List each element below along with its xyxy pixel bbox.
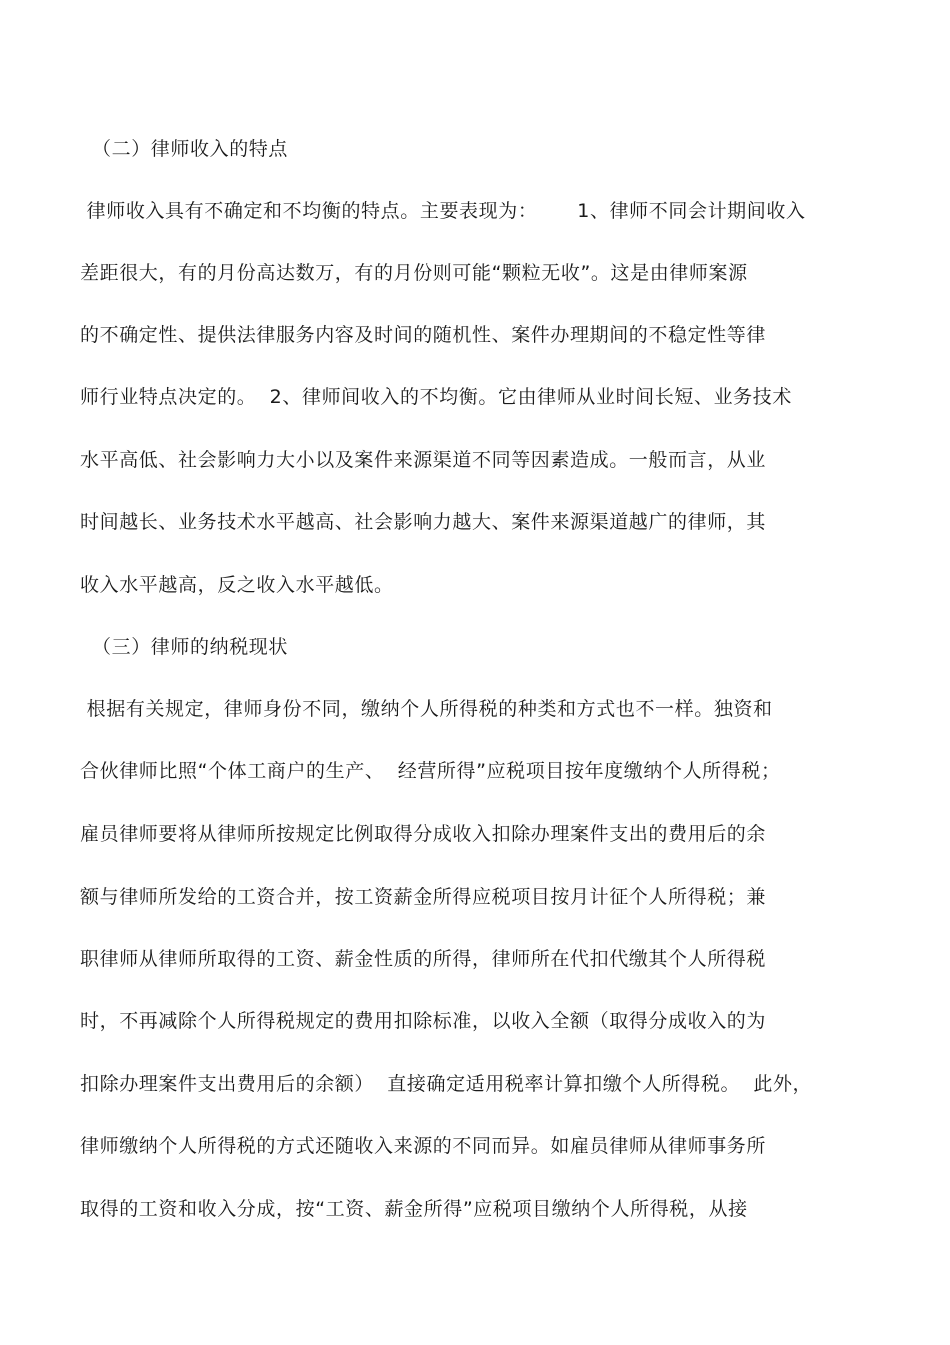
section-heading-2: （二）律师收入的特点 [92, 138, 289, 160]
paragraph-line-13: 职律师从律师所取得的工资、薪金性质的所得，律师所在代扣代缴其个人所得税 [80, 948, 767, 970]
paragraph-line-15: 扣除办理案件支出费用后的余额） 直接确定适用税率计算扣缴个人所得税。 此外， [80, 1073, 813, 1095]
paragraph-line-3: 的不确定性、提供法律服务内容及时间的随机性、案件办理期间的不稳定性等律 [80, 324, 767, 346]
paragraph-line-11: 雇员律师要将从律师所按规定比例取得分成收入扣除办理案件支出的费用后的余 [80, 823, 767, 845]
paragraph-line-2: 差距很大，有的月份高达数万，有的月份则可能“颗粒无收”。这是由律师案源 [80, 262, 748, 284]
paragraph-line-14: 时，不再减除个人所得税规定的费用扣除标准，以收入全额（取得分成收入的为 [80, 1010, 767, 1032]
paragraph-line-12: 额与律师所发给的工资合并，按工资薪金所得应税项目按月计征个人所得税；兼 [80, 886, 767, 908]
paragraph-line-6: 时间越长、业务技术水平越高、社会影响力越大、案件来源渠道越广的律师，其 [80, 511, 767, 533]
paragraph-line-9: 根据有关规定，律师身份不同，缴纳个人所得税的种类和方式也不一样。独资和 [80, 698, 773, 720]
paragraph-line-16: 律师缴纳个人所得税的方式还随收入来源的不同而异。如雇员律师从律师事务所 [80, 1135, 767, 1157]
paragraph-line-5: 水平高低、社会影响力大小以及案件来源渠道不同等因素造成。一般而言，从业 [80, 449, 767, 471]
paragraph-line-4: 师行业特点决定的。 2、律师间收入的不均衡。它由律师从业时间长短、业务技术 [80, 386, 792, 408]
paragraph-line-7: 收入水平越高，反之收入水平越低。 [80, 574, 394, 596]
paragraph-line-1: 律师收入具有不确定和不均衡的特点。主要表现为： 1、律师不同会计期间收入 [80, 200, 806, 222]
paragraph-line-17: 取得的工资和收入分成，按“工资、薪金所得”应税项目缴纳个人所得税，从接 [80, 1198, 748, 1220]
section-heading-3: （三）律师的纳税现状 [92, 636, 289, 658]
paragraph-line-10: 合伙律师比照“个体工商户的生产、 经营所得”应税项目按年度缴纳个人所得税； [80, 760, 781, 782]
